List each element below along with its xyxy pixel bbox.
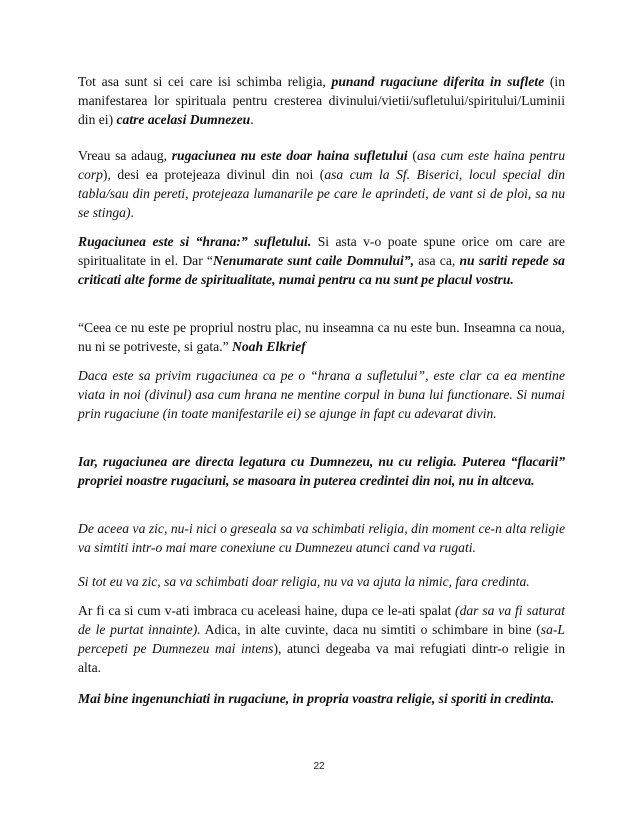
text-run: (dar sa va fi saturat de le purtat innainte). [78,603,565,637]
text-run: asa ca, [414,253,460,268]
text-run: Ar fi ca si cum v-ati imbraca cu aceleasi haine, dupa ce le-ati spalat [78,603,456,618]
text-run: Rugaciunea este si “hrana:” sufletului. [78,234,312,249]
text-run: nu sariti repede sa criticati alte forme de spiritualitate, numai pentru ca nu sunt pe placul vostru. [78,253,565,287]
text-run: sa-L percepeti pe Dumnezeu mai intens [78,622,565,656]
text-run: ), atunci degeaba va mai refugiati dintr-o religie in alta. [78,641,565,675]
text-run: rugaciunea nu este doar haina sufletului [171,148,408,163]
paragraph-9 [78,601,565,677]
text-run: Adica, in alte cuvinte, daca nu simtiti o schimbare in bine ( [200,622,541,637]
text-run: catre acelasi Dumnezeu [116,112,251,127]
text-run: asa cum este haina pentru corp [78,148,565,182]
text-run: De aceea va zic, nu-i nici o greseala sa va schimbati religia, din moment ce-n alta religie va simtiti intr-o mai mare conexiune cu Dumnezeu atunci cand va rugati. [78,521,565,555]
text-run: Noah Elkrief [232,339,306,354]
text-run: punand rugaciune diferita in suflete [331,74,545,89]
text-run: . [130,205,134,220]
text-run: asa cum la Sf. Biserici, locul special din tabla/sau din pereti, protejeaza lumanarile pe care le aprindeti, de vant si de ploi, sa nu se stinga) [78,167,565,220]
text-run: (in manifestarea lor spirituala pentru cresterea divinului/vietii/sufletului/spiritului/Luminii din ei) [78,74,565,127]
text-run: Si asta v-o poate spune orice om care are spiritualitate in el. Dar “ [78,234,565,268]
text-run: Si tot eu va zic, sa va schimbati doar religia, nu va va ajuta la nimic, fara credinta. [78,574,530,589]
text-run: Tot asa sunt si cei care isi schimba religia, [78,74,332,89]
text-run: ), desi ea protejeaza divinul din noi ( [102,167,325,182]
text-run: “Ceea ce nu este pe propriul nostru plac, nu inseamna ca nu este bun. Inseamna ca noua, nu ni se potriveste, si gata.” [78,320,565,354]
paragraph-6 [78,452,565,490]
text-run: Nenumarate sunt caile Domnului”, [212,253,415,268]
paragraph-7 [78,519,565,557]
text-run: ( [407,148,417,163]
text-run: Iar, rugaciunea are directa legatura cu Dumnezeu, nu cu religia. Puterea “flacarii” propriei noastre rugaciuni, se masoara in puterea credintei din noi, nu in altceva. [78,454,565,488]
paragraph-2 [78,146,565,222]
paragraph-8 [78,572,565,591]
paragraph-10 [78,689,565,708]
paragraph-1 [78,72,565,129]
page-number: 22 [313,761,325,772]
text-run: Vreau sa adaug, [78,148,172,163]
paragraph-3 [78,232,565,289]
text-run: Mai bine ingenunchiati in rugaciune, in propria voastra religie, si sporiti in credinta. [78,691,555,706]
text-run: Daca este sa privim rugaciunea ca pe o “hrana a sufletului”, este clar ca ea mentine viata in noi (divinul) asa cum hrana ne mentine corpul in buna lui functionare. Si numai prin rugaciune (in toate manifestarile ei) se ajunge in fapt cu adevarat divin. [78,368,565,421]
text-run: . [250,112,254,127]
paragraph-4 [78,318,565,356]
paragraph-5 [78,366,565,423]
